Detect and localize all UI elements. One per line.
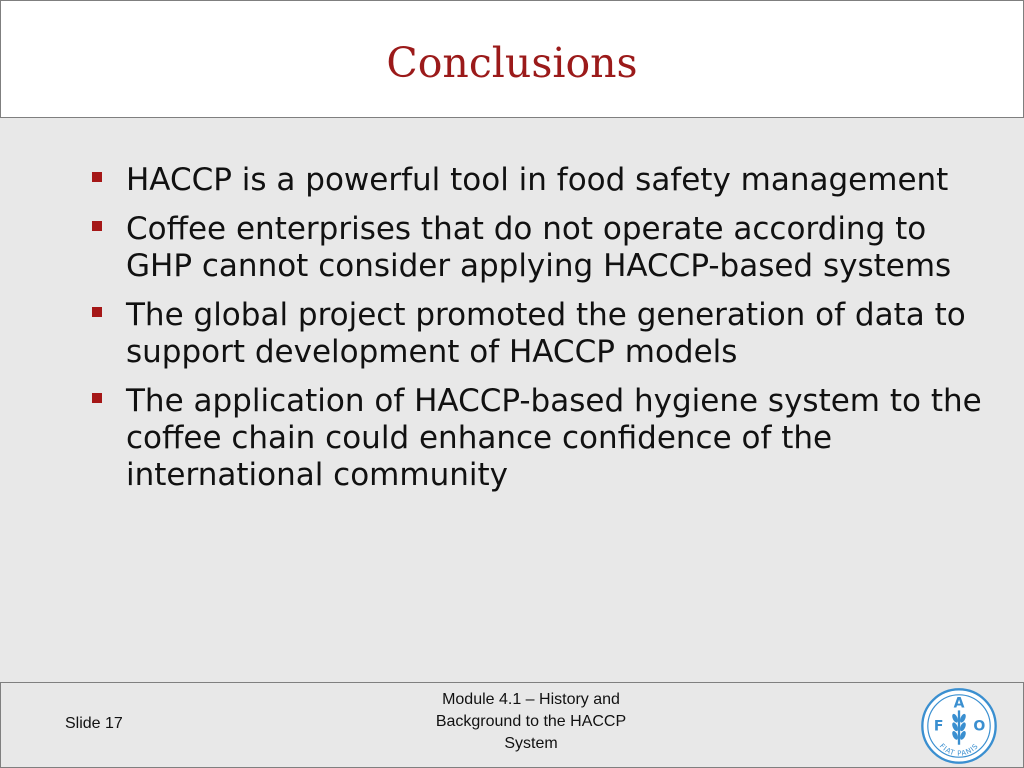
bullet-list <box>90 162 1000 506</box>
bullet-text: The application of HACCP-based hygiene system to the coffee chain could enhance confidence of the international community <box>126 383 982 493</box>
title-bar <box>0 0 1024 118</box>
slide-content <box>0 118 1024 682</box>
logo-motto: FIAT PANIS <box>937 741 981 758</box>
bullet-item <box>90 383 1000 494</box>
bullet-text: Coffee enterprises that do not operate according to GHP cannot consider applying HACCP-based systems <box>126 211 952 284</box>
bullet-item <box>90 211 1000 285</box>
square-bullet-icon <box>92 393 102 403</box>
square-bullet-icon <box>92 172 102 182</box>
square-bullet-icon <box>92 221 102 231</box>
logo-letter: A <box>953 695 965 712</box>
module-title-line: Module 4.1 – History and <box>442 691 620 708</box>
bullet-text: The global project promoted the generation of data to support development of HACCP models <box>126 297 966 370</box>
logo-letter: F <box>933 718 944 735</box>
slide-number: Slide 17 <box>65 715 123 732</box>
module-title <box>381 689 681 755</box>
module-title-line: Background to the HACCP <box>435 713 627 730</box>
bullet-item <box>90 297 1000 371</box>
logo-letter: O <box>973 718 986 735</box>
module-title-line: System <box>504 735 558 752</box>
slide-footer <box>0 682 1024 768</box>
slide-title: Conclusions <box>386 39 638 87</box>
bullet-text: HACCP is a powerful tool in food safety management <box>126 162 949 198</box>
fao-logo-icon <box>920 687 998 765</box>
square-bullet-icon <box>92 307 102 317</box>
bullet-item <box>90 162 1000 199</box>
